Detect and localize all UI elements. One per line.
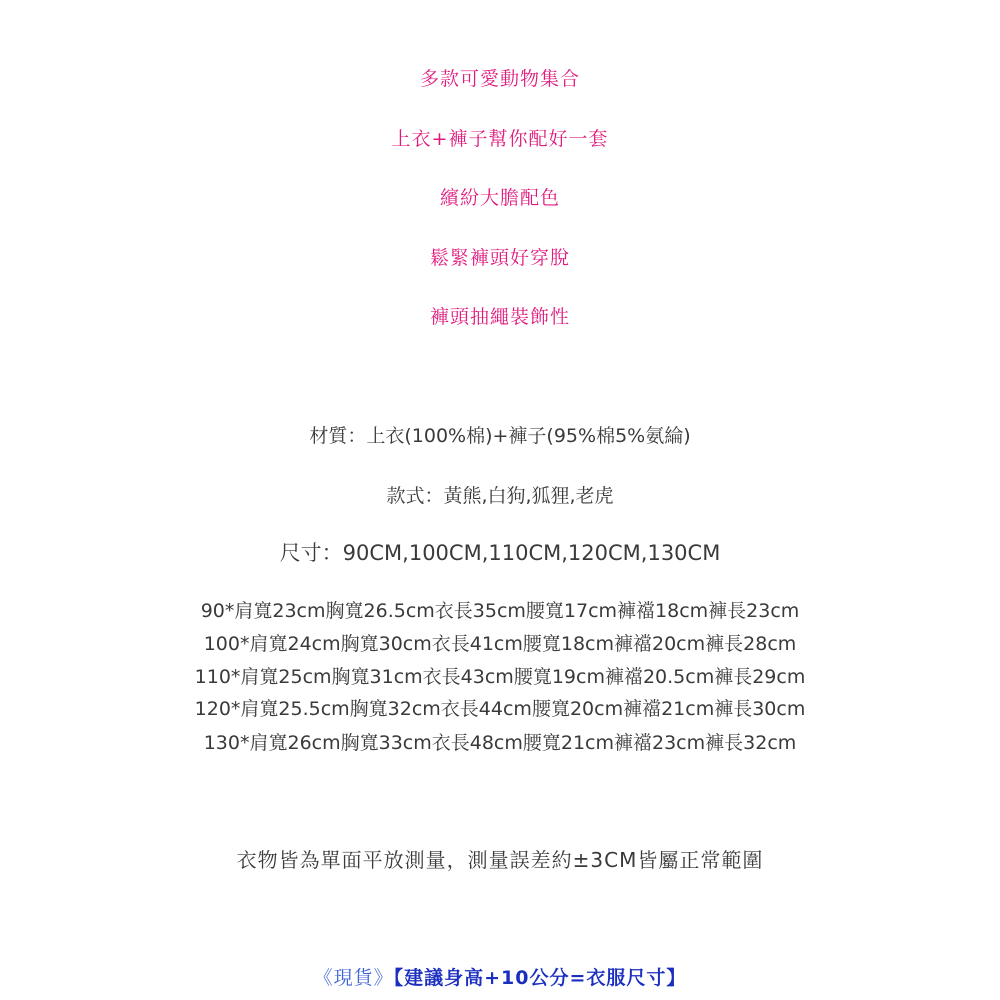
style-text: 款式：黃熊,白狗,狐狸,老虎 [386, 485, 614, 507]
size-row-100: 100*肩寬24cm胸寬30cm衣長41cm腰寬18cm褲襠20cm褲長28cm [203, 633, 797, 655]
feature-line-2: 上衣+褲子幫你配好一套 [391, 128, 609, 150]
feature-line-4: 鬆緊褲頭好穿脫 [429, 247, 570, 269]
footer-line [0, 963, 1000, 990]
measurement-note: 衣物皆為單面平放測量，測量誤差約±3CM皆屬正常範圍 [236, 848, 764, 872]
size-row-90: 90*肩寬23cm胸寬26.5cm衣長35cm腰寬17cm褲襠18cm褲長23cm [200, 600, 800, 622]
size-row-120: 120*肩寬25.5cm胸寬32cm衣長44cm腰寬20cm褲襠21cm褲長30cm [194, 698, 806, 720]
size-row-110: 110*肩寬25cm胸寬31cm衣長43cm腰寬19cm褲襠20.5cm褲長29cm [194, 666, 806, 688]
size-advice: 【建議身高+10公分=衣服尺寸】 [393, 967, 687, 989]
stock-label: 《現貨》 [313, 967, 394, 989]
size-row-130: 130*肩寬26cm胸寬33cm衣長48cm腰寬21cm褲襠23cm褲長32cm [203, 732, 797, 754]
feature-line-3: 繽紛大膽配色 [439, 187, 560, 209]
sizes-title: 尺寸：90CM,100CM,110CM,120CM,130CM [279, 541, 721, 565]
material-text: 材質：上衣(100%棉)+褲子(95%棉5%氨綸) [309, 425, 691, 447]
feature-line-1: 多款可愛動物集合 [419, 68, 580, 90]
feature-line-5: 褲頭抽繩裝飾性 [429, 306, 570, 328]
